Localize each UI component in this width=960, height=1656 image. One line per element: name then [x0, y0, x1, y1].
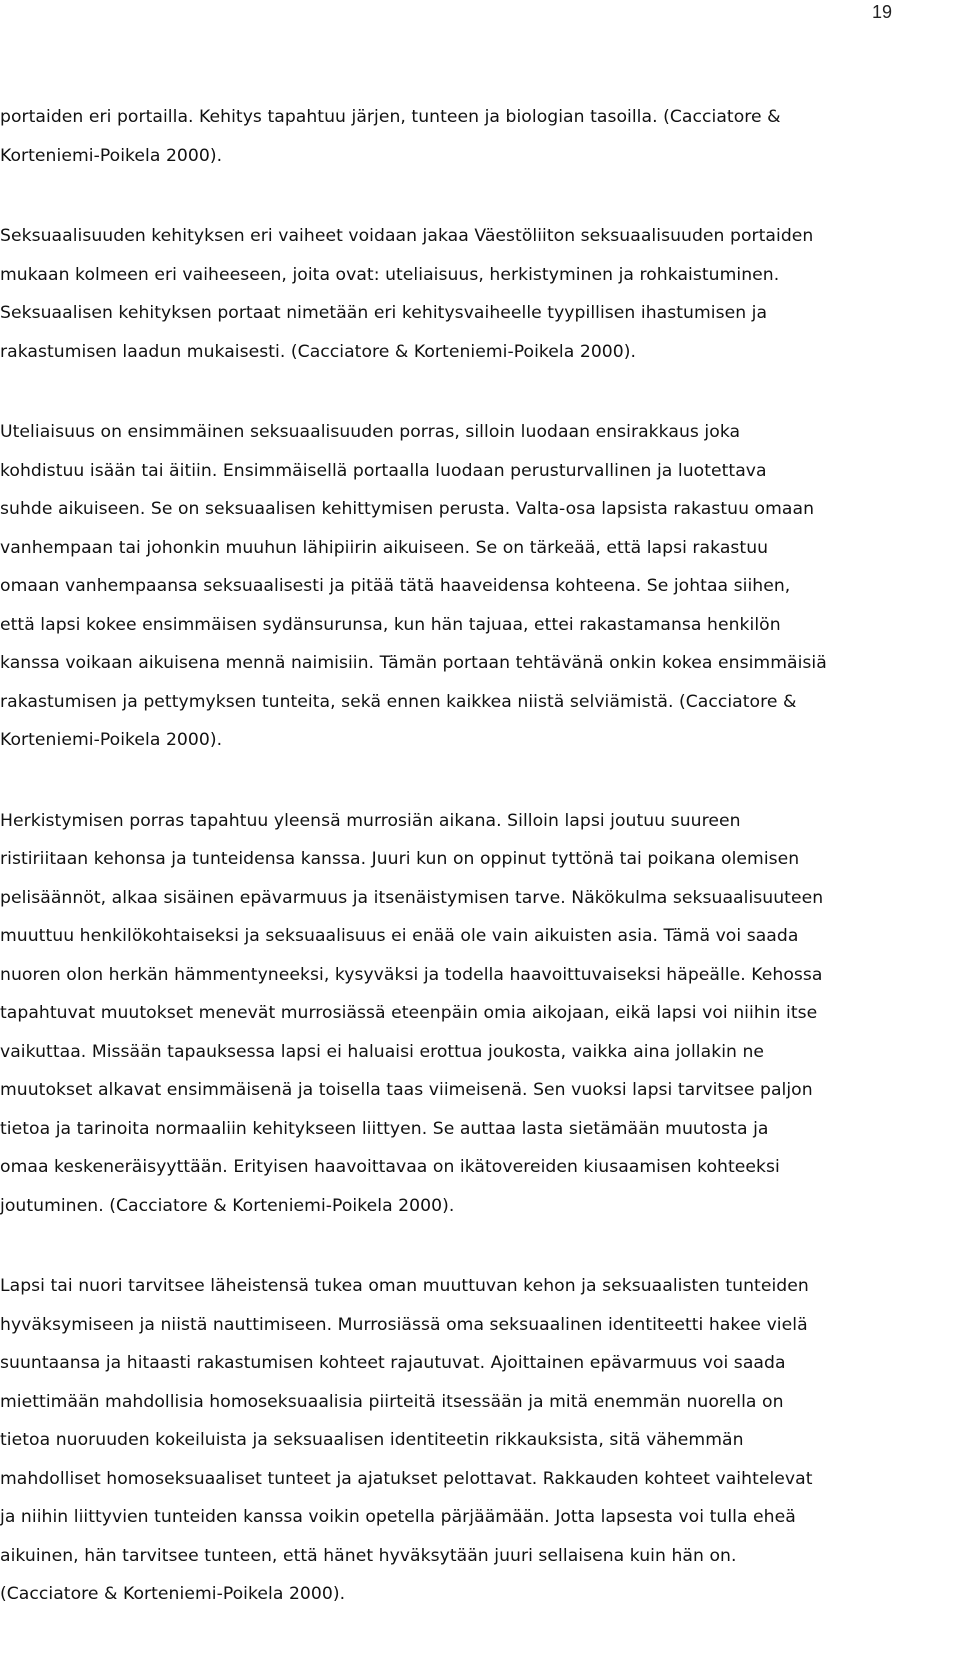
paragraph-sensitization-stage: Herkistymisen porras tapahtuu yleensä murrosiän aikana. Silloin lapsi joutuu suureen ristiriitaan kehonsa ja tunteidensa kanssa. Juuri kun on oppinut tyttönä tai poikana olemisen pelisäännöt, alkaa sisäinen epävarmuus ja itsenäistymisen tarve. Näkökulma seksuaalisuuteen muuttuu henkilökohtaiseksi ja seksuaalisuus ei enää ole vain aikuisten asia. Tämä voi saada nuoren olon herkän hämmentyneeksi, kysyväksi ja todella haavoittuvaiseksi häpeälle. Kehossa tapahtuvat muutokset menevät murrosiässä eteenpäin omia aikojaan, eikä lapsi voi niihin itse vaikuttaa. Missään tapauksessa lapsi ei haluaisi erottua joukosta, vaikka aina jollakin ne muutokset alkavat ensimmäisenä ja toisella taas viimeisenä. Sen vuoksi lapsi tarvitsee paljon tietoa ja tarinoita normaaliin kehitykseen liittyen. Se auttaa lasta sietämään muutosta ja omaa keskeneräisyyttään. Erityisen haavoittavaa on ikätovereiden kiusaamisen kohteeksi joutuminen. (Cacciatore & Korteniemi-Poikela 2000).	[0, 810, 824, 1216]
paragraph-curiosity-stage: Uteliaisuus on ensimmäinen seksuaalisuuden porras, silloin luodaan ensirakkaus joka kohdistuu isään tai äitiin. Ensimmäisellä portaalla luodaan perusturvallinen ja luotettava suhde aikuiseen. Se on seksuaalisen kehittymisen perusta. Valta-osa lapsista rakastuu omaan vanhempaan tai johonkin muuhun lähipiirin aikuiseen. Se on tärkeää, että lapsi rakastuu omaan vanhempaansa seksuaalisesti ja pitää tätä haaveidensa kohteena. Se johtaa siihen, että lapsi kokee ensimmäisen sydänsurunsa, kun hän tajuaa, ettei rakastamansa henkilön kanssa voikaan aikuisena mennä naimisiin. Tämän portaan tehtävänä onkin kokea ensimmäisiä rakastumisen ja pettymyksen tunteita, sekä ennen kaikkea niistä selviämistä. (Cacciatore & Korteniemi-Poikela 2000).	[0, 422, 827, 750]
paragraph-support-and-identity: Lapsi tai nuori tarvitsee läheistensä tukea oman muuttuvan kehon ja seksuaalisten tunteiden hyväksymiseen ja niistä nauttimiseen. Murrosiässä oma seksuaalinen identiteetti hakee vielä suuntaansa ja hitaasti rakastumisen kohteet rajautuvat. Ajoittainen epävarmuus voi saada miettimään mahdollisia homoseksuaalisia piirteitä itsessään ja mitä enemmän nuorella on tietoa nuoruuden kokeiluista ja seksuaalisen identiteetin rikkauksista, sitä vähemmän mahdolliset homoseksuaaliset tunteet ja ajatukset pelottavat. Rakkauden kohteet vaihtelevat ja niihin liittyvien tunteiden kanssa voikin opetella pärjäämään. Jotta lapsesta voi tulla eheä aikuinen, hän tarvitsee tunteen, että hänet hyväksytään juuri sellaisena kuin hän on. (Cacciatore & Korteniemi-Poikela 2000).	[0, 1276, 813, 1604]
paragraph-development-stages: Seksuaalisuuden kehityksen eri vaiheet voidaan jakaa Väestöliiton seksuaalisuuden portaiden mukaan kolmeen eri vaiheeseen, joita ovat: uteliaisuus, herkistyminen ja rohkaistuminen. Seksuaalisen kehityksen portaat nimetään eri kehitysvaiheelle tyypillisen ihastumisen ja rakastumisen laadun mukaisesti. (Cacciatore & Korteniemi-Poikela 2000).	[0, 226, 814, 362]
document-body	[0, 98, 956, 1656]
page-number: 19	[871, 2, 892, 22]
paragraph-continuation: portaiden eri portailla. Kehitys tapahtuu järjen, tunteen ja biologian tasoilla. (Cacciatore & Korteniemi-Poikela 2000).	[0, 107, 781, 166]
